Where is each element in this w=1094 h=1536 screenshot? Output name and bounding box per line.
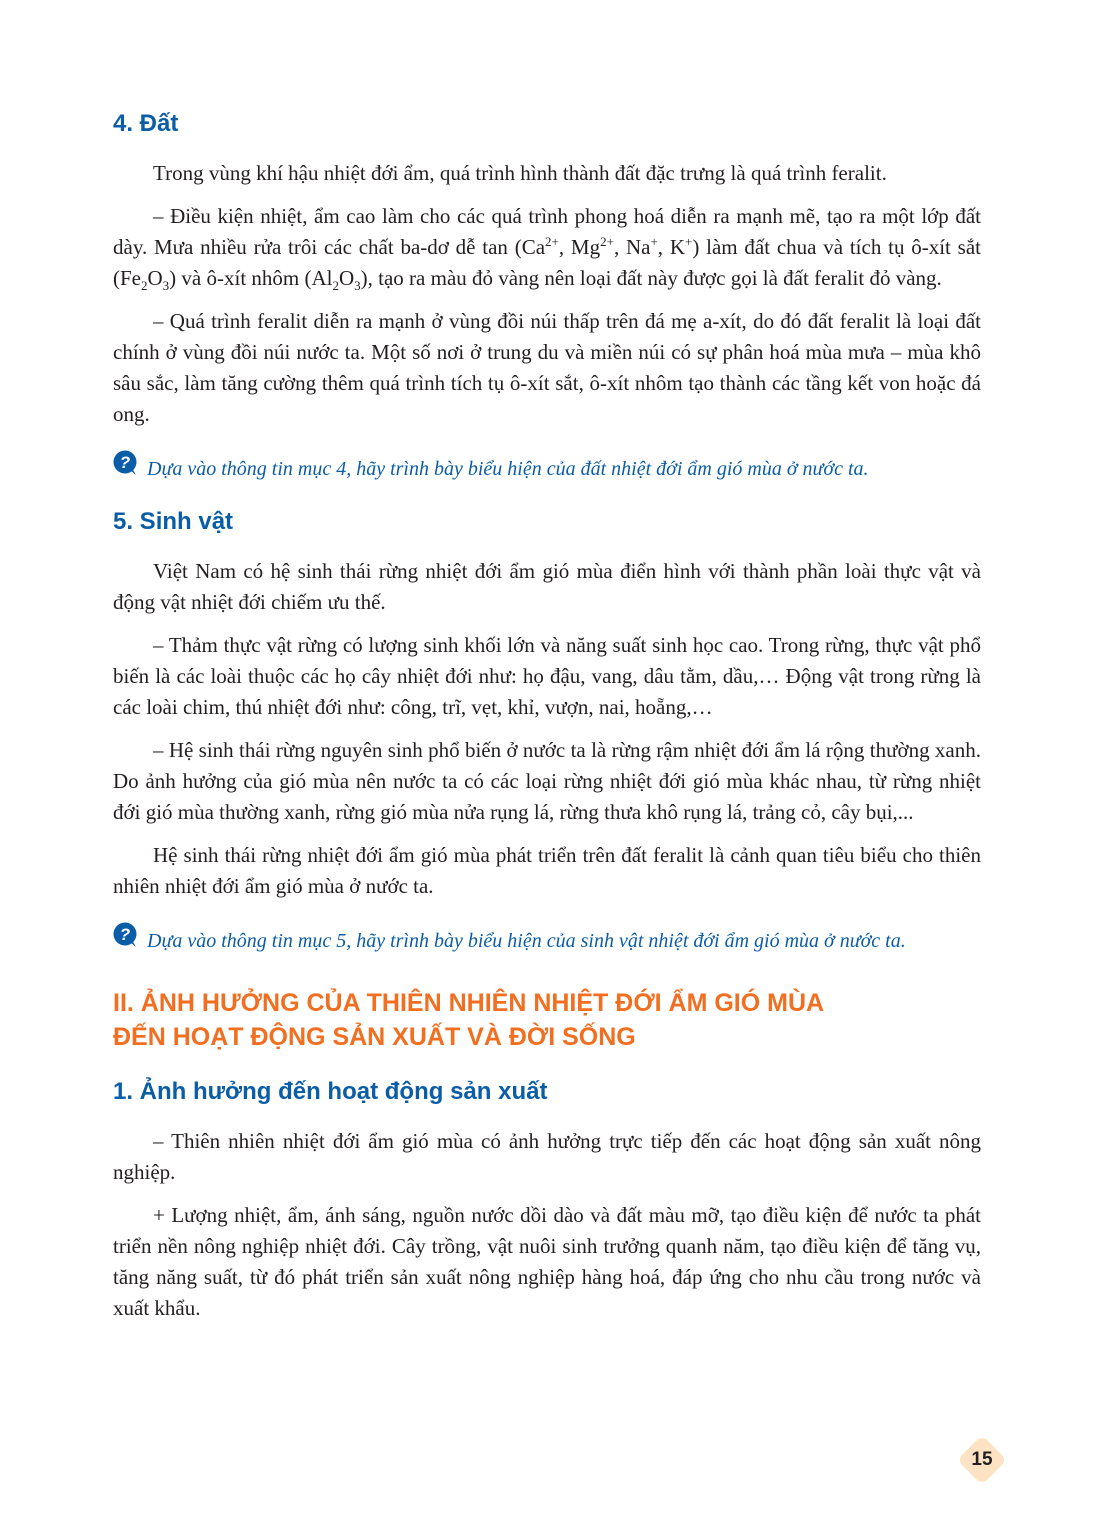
subsection-1-paragraph-2: + Lượng nhiệt, ẩm, ánh sáng, nguồn nước dồi dào và đất màu mỡ, tạo điều kiện để nước ta phát triển nền nông nghiệp nhiệt đới. Cây trồng, vật nuôi sinh trưởng quanh năm, tạo điều kiện để tăng vụ, tăng năng suất, từ đó phát triển sản xuất nông nghiệp hàng hoá, đáp ứng cho nhu cầu trong nước và xuất khẩu. xyxy=(113,1203,981,1320)
part-ii-heading xyxy=(113,986,981,1054)
question-mark-icon xyxy=(113,450,139,476)
section-5-paragraph-1: – Thảm thực vật rừng có lượng sinh khối lớn và năng suất sinh học cao. Trong rừng, thực vật phổ biến là các loài thuộc các họ cây nhiệt đới như: họ đậu, vang, dâu tằm, dầu,… Động vật trong rừng là các loài chim, thú nhiệt đới như: công, trĩ, vẹt, khỉ, vượn, nai, hoẵng,… xyxy=(113,633,981,719)
subsection-1-heading: 1. Ảnh hưởng đến hoạt động sản xuất xyxy=(113,1078,548,1105)
section-4-heading: 4. Đất xyxy=(113,110,179,137)
part-ii-heading-line-1: II. ẢNH HƯỞNG CỦA THIÊN NHIÊN NHIỆT ĐỚI ẨM GIÓ MÙA xyxy=(113,989,825,1017)
page-content xyxy=(113,108,981,1324)
section-5-question xyxy=(113,926,981,956)
question-mark-icon xyxy=(113,922,139,948)
svg-text:?: ? xyxy=(119,453,131,472)
section-4-paragraph-2: – Quá trình feralit diễn ra mạnh ở vùng đồi núi thấp trên đá mẹ a-xít, do đó đất feralit là loại đất chính ở vùng đồi núi nước ta. Một số nơi ở trung du và miền núi có sự phân hoá mùa mưa – mùa khô sâu sắc, làm tăng cường thêm quá trình tích tụ ô-xít sắt, ô-xít nhôm tạo thành các tầng kết von hoặc đá ong. xyxy=(113,309,981,426)
section-4-intro: Trong vùng khí hậu nhiệt đới ẩm, quá trình hình thành đất đặc trưng là quá trình feralit. xyxy=(153,161,887,185)
svg-text:?: ? xyxy=(119,925,131,944)
section-5-heading: 5. Sinh vật xyxy=(113,508,234,535)
page-number: 15 xyxy=(971,1449,993,1470)
section-4-question xyxy=(113,454,981,484)
part-ii-heading-line-2: ĐẾN HOẠT ĐỘNG SẢN XUẤT VÀ ĐỜI SỐNG xyxy=(113,1023,636,1051)
section-4-paragraph-1: – Điều kiện nhiệt, ẩm cao làm cho các quá trình phong hoá diễn ra mạnh mẽ, tạo ra một lớp đất dày. Mưa nhiều rửa trôi các chất ba-dơ dễ $\tan (Ca^{2+}$, $Mg^{2+}$, Na+, K+) làm đất chua và tích tụ ô-xít sắt $(Fe_2O_3)$ và ô-xít nhôm $(Al_2O_3)$, tạo ra màu đỏ vàng nên loại đất này được gọi là đất feralit đỏ vàng. xyxy=(113,204,981,294)
subsection-1-paragraph-1: – Thiên nhiên nhiệt đới ẩm gió mùa có ảnh hưởng trực tiếp đến các hoạt động sản xuất nông nghiệp. xyxy=(113,1129,981,1184)
section-5-intro: Việt Nam có hệ sinh thái rừng nhiệt đới ẩm gió mùa điển hình với thành phần loài thực vật và động vật nhiệt đới chiếm ưu thế. xyxy=(113,559,981,614)
section-4-question-text: Dựa vào thông tin mục 4, hãy trình bày biểu hiện của đất nhiệt đới ẩm gió mùa ở nước ta. xyxy=(147,458,869,480)
section-5-paragraph-2: – Hệ sinh thái rừng nguyên sinh phổ biến ở nước ta là rừng rậm nhiệt đới ẩm lá rộng thường xanh. Do ảnh hưởng của gió mùa nên nước ta có các loại rừng nhiệt đới gió mùa khác nhau, từ rừng nhiệt đới gió mùa thường xanh, rừng gió mùa nửa rụng lá, rừng thưa khô rụng lá, trảng cỏ, cây bụi,... xyxy=(113,738,981,824)
section-5-question-text: Dựa vào thông tin mục 5, hãy trình bày biểu hiện của sinh vật nhiệt đới ẩm gió mùa ở nước ta. xyxy=(147,930,906,952)
section-5-paragraph-3: Hệ sinh thái rừng nhiệt đới ẩm gió mùa phát triển trên đất feralit là cảnh quan tiêu biểu cho thiên nhiên nhiệt đới ẩm gió mùa ở nước ta. xyxy=(113,843,981,898)
page-number-badge xyxy=(958,1436,1006,1484)
